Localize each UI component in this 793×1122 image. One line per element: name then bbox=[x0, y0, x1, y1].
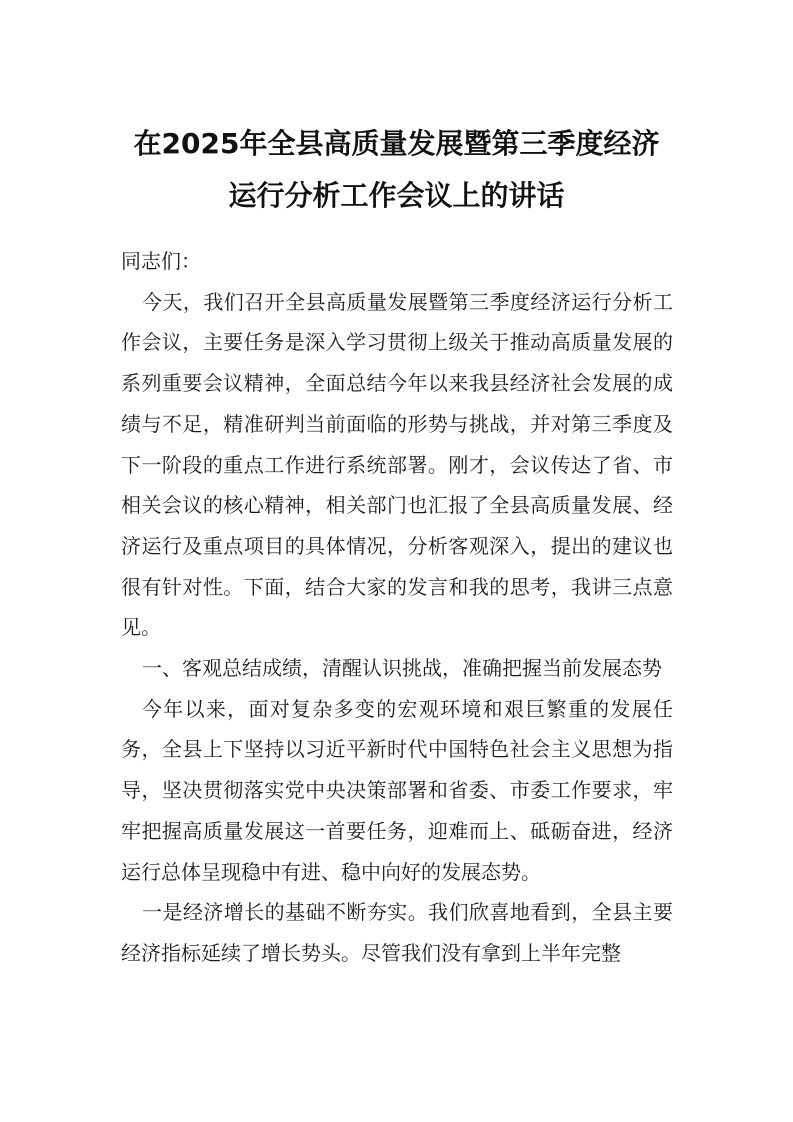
title-line-2: 运行分析工作会议上的讲话 bbox=[228, 179, 565, 212]
title-line-1: 在2025年全县高质量发展暨第三季度经济 bbox=[133, 127, 660, 160]
paragraph-overview: 今年以来，面对复杂多变的宏观环境和艰巨繁重的发展任务，全县上下坚持以习近平新时代中国特色社会主义思想为指导，坚决贯彻落实党中央决策部署和省委、市委工作要求，牢牢把握高质量发展这一首要任务，迎难而上、砥砺奋进，经济运行总体呈现稳中有进、稳中向好的发展态势。 bbox=[121, 696, 673, 884]
salutation: 同志们： bbox=[121, 249, 201, 273]
paragraph-point-1: 一是经济增长的基础不断夯实。我们欣喜地看到，全县主要经济指标延续了增长势头。尽管我们没有拿到上半年完整 bbox=[121, 900, 673, 965]
document-title bbox=[100, 118, 693, 222]
document-body bbox=[121, 241, 673, 974]
paragraph-intro: 今天，我们召开全县高质量发展暨第三季度经济运行分析工作会议，主要任务是深入学习贯彻上级关于推动高质量发展的系列重要会议精神，全面总结今年以来我县经济社会发展的成绩与不足，精准研判当前面临的形势与挑战，并对第三季度及下一阶段的重点工作进行系统部署。刚才，会议传达了省、市相关会议的核心精神，相关部门也汇报了全县高质量发展、经济运行及重点项目的具体情况，分析客观深入，提出的建议也很有针对性。下面，结合大家的发言和我的思考，我讲三点意见。 bbox=[121, 289, 673, 640]
section-heading-1: 一、客观总结成绩，清醒认识挑战，准确把握当前发展态势 bbox=[142, 656, 662, 681]
